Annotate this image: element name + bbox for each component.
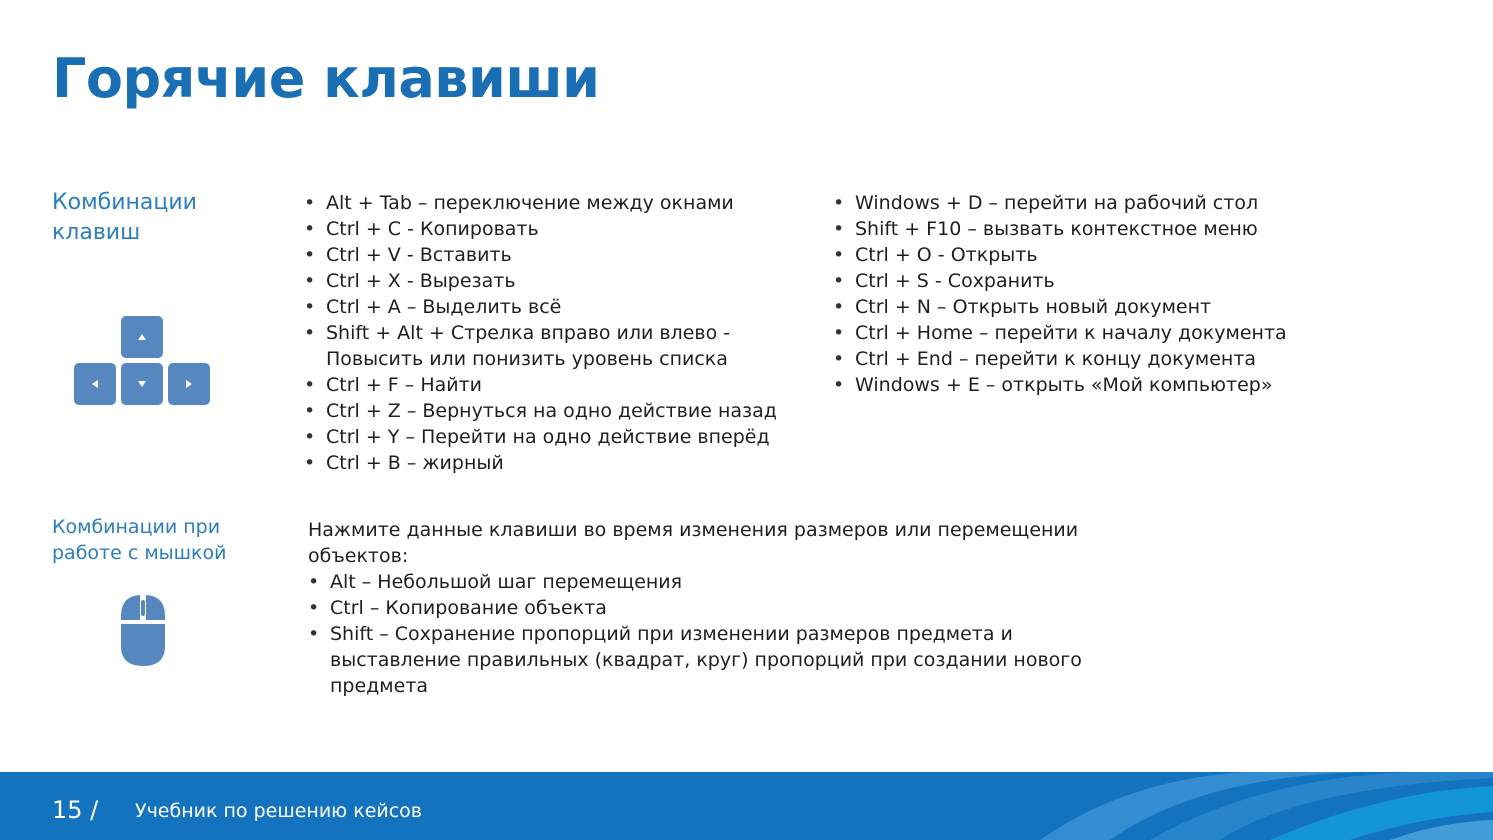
mouse-intro-text: Нажмите данные клавиши во время изменения размеров или перемещении объектов:	[308, 519, 1079, 567]
list-item: • Alt + Tab – переключение между окнами	[304, 190, 809, 216]
list-item: • Ctrl + S - Сохранить	[833, 268, 1353, 294]
keyboard-label-line2: клавиш	[52, 220, 141, 245]
list-item: • Ctrl + X - Вырезать	[304, 268, 809, 294]
arrow-right-key-icon	[168, 363, 210, 405]
footer-bar	[0, 772, 1493, 840]
arrow-up-key-icon	[121, 316, 163, 358]
list-item: • Windows + E – открыть «Мой компьютер»	[833, 372, 1353, 398]
mouse-shortcut-list	[308, 569, 1128, 699]
list-item: • Alt – Небольшой шаг перемещения	[308, 569, 1128, 595]
list-item: • Ctrl – Копирование объекта	[308, 595, 1128, 621]
list-item: • Shift + Alt + Стрелка вправо или влево - Повысить или понизить уровень списка	[304, 320, 809, 372]
page-title: Горячие клавиши	[52, 47, 600, 110]
list-item: • Ctrl + Home – перейти к началу документа	[833, 320, 1353, 346]
keyboard-section-label	[52, 188, 197, 248]
list-item: • Ctrl + A – Выделить всё	[304, 294, 809, 320]
list-item: • Ctrl + O - Открыть	[833, 242, 1353, 268]
list-item: • Shift + F10 – вызвать контекстное меню	[833, 216, 1353, 242]
arrow-down-key-icon	[121, 363, 163, 405]
list-item: • Ctrl + N – Открыть новый документ	[833, 294, 1353, 320]
list-item: • Shift – Сохранение пропорций при изменении размеров предмета и выставление правильных (квадрат, круг) пропорций при создании нового предмета	[308, 621, 1128, 699]
list-item: • Ctrl + Y – Перейти на одно действие вперёд	[304, 424, 809, 450]
arrow-left-key-icon	[74, 363, 116, 405]
list-item: • Ctrl + C - Копировать	[304, 216, 809, 242]
keyboard-label-line1: Комбинации	[52, 190, 197, 215]
shortcut-list-left	[304, 190, 809, 476]
list-item: • Ctrl + F – Найти	[304, 372, 809, 398]
list-item: • Ctrl + End – перейти к концу документа	[833, 346, 1353, 372]
list-item: • Windows + D – перейти на рабочий стол	[833, 190, 1353, 216]
mouse-label-line1: Комбинации при	[52, 516, 221, 538]
footer-title: Учебник по решению кейсов	[135, 800, 422, 822]
mouse-label-line2: работе с мышкой	[52, 542, 227, 564]
list-item: • Ctrl + V - Вставить	[304, 242, 809, 268]
list-item: • Ctrl + Z – Вернуться на одно действие назад	[304, 398, 809, 424]
footer-wave-decoration	[1000, 772, 1493, 840]
mouse-icon	[118, 594, 168, 668]
mouse-section-label	[52, 514, 227, 566]
page-number: 15 /	[52, 796, 99, 824]
shortcut-list-right	[833, 190, 1353, 398]
list-item: • Ctrl + B – жирный	[304, 450, 809, 476]
